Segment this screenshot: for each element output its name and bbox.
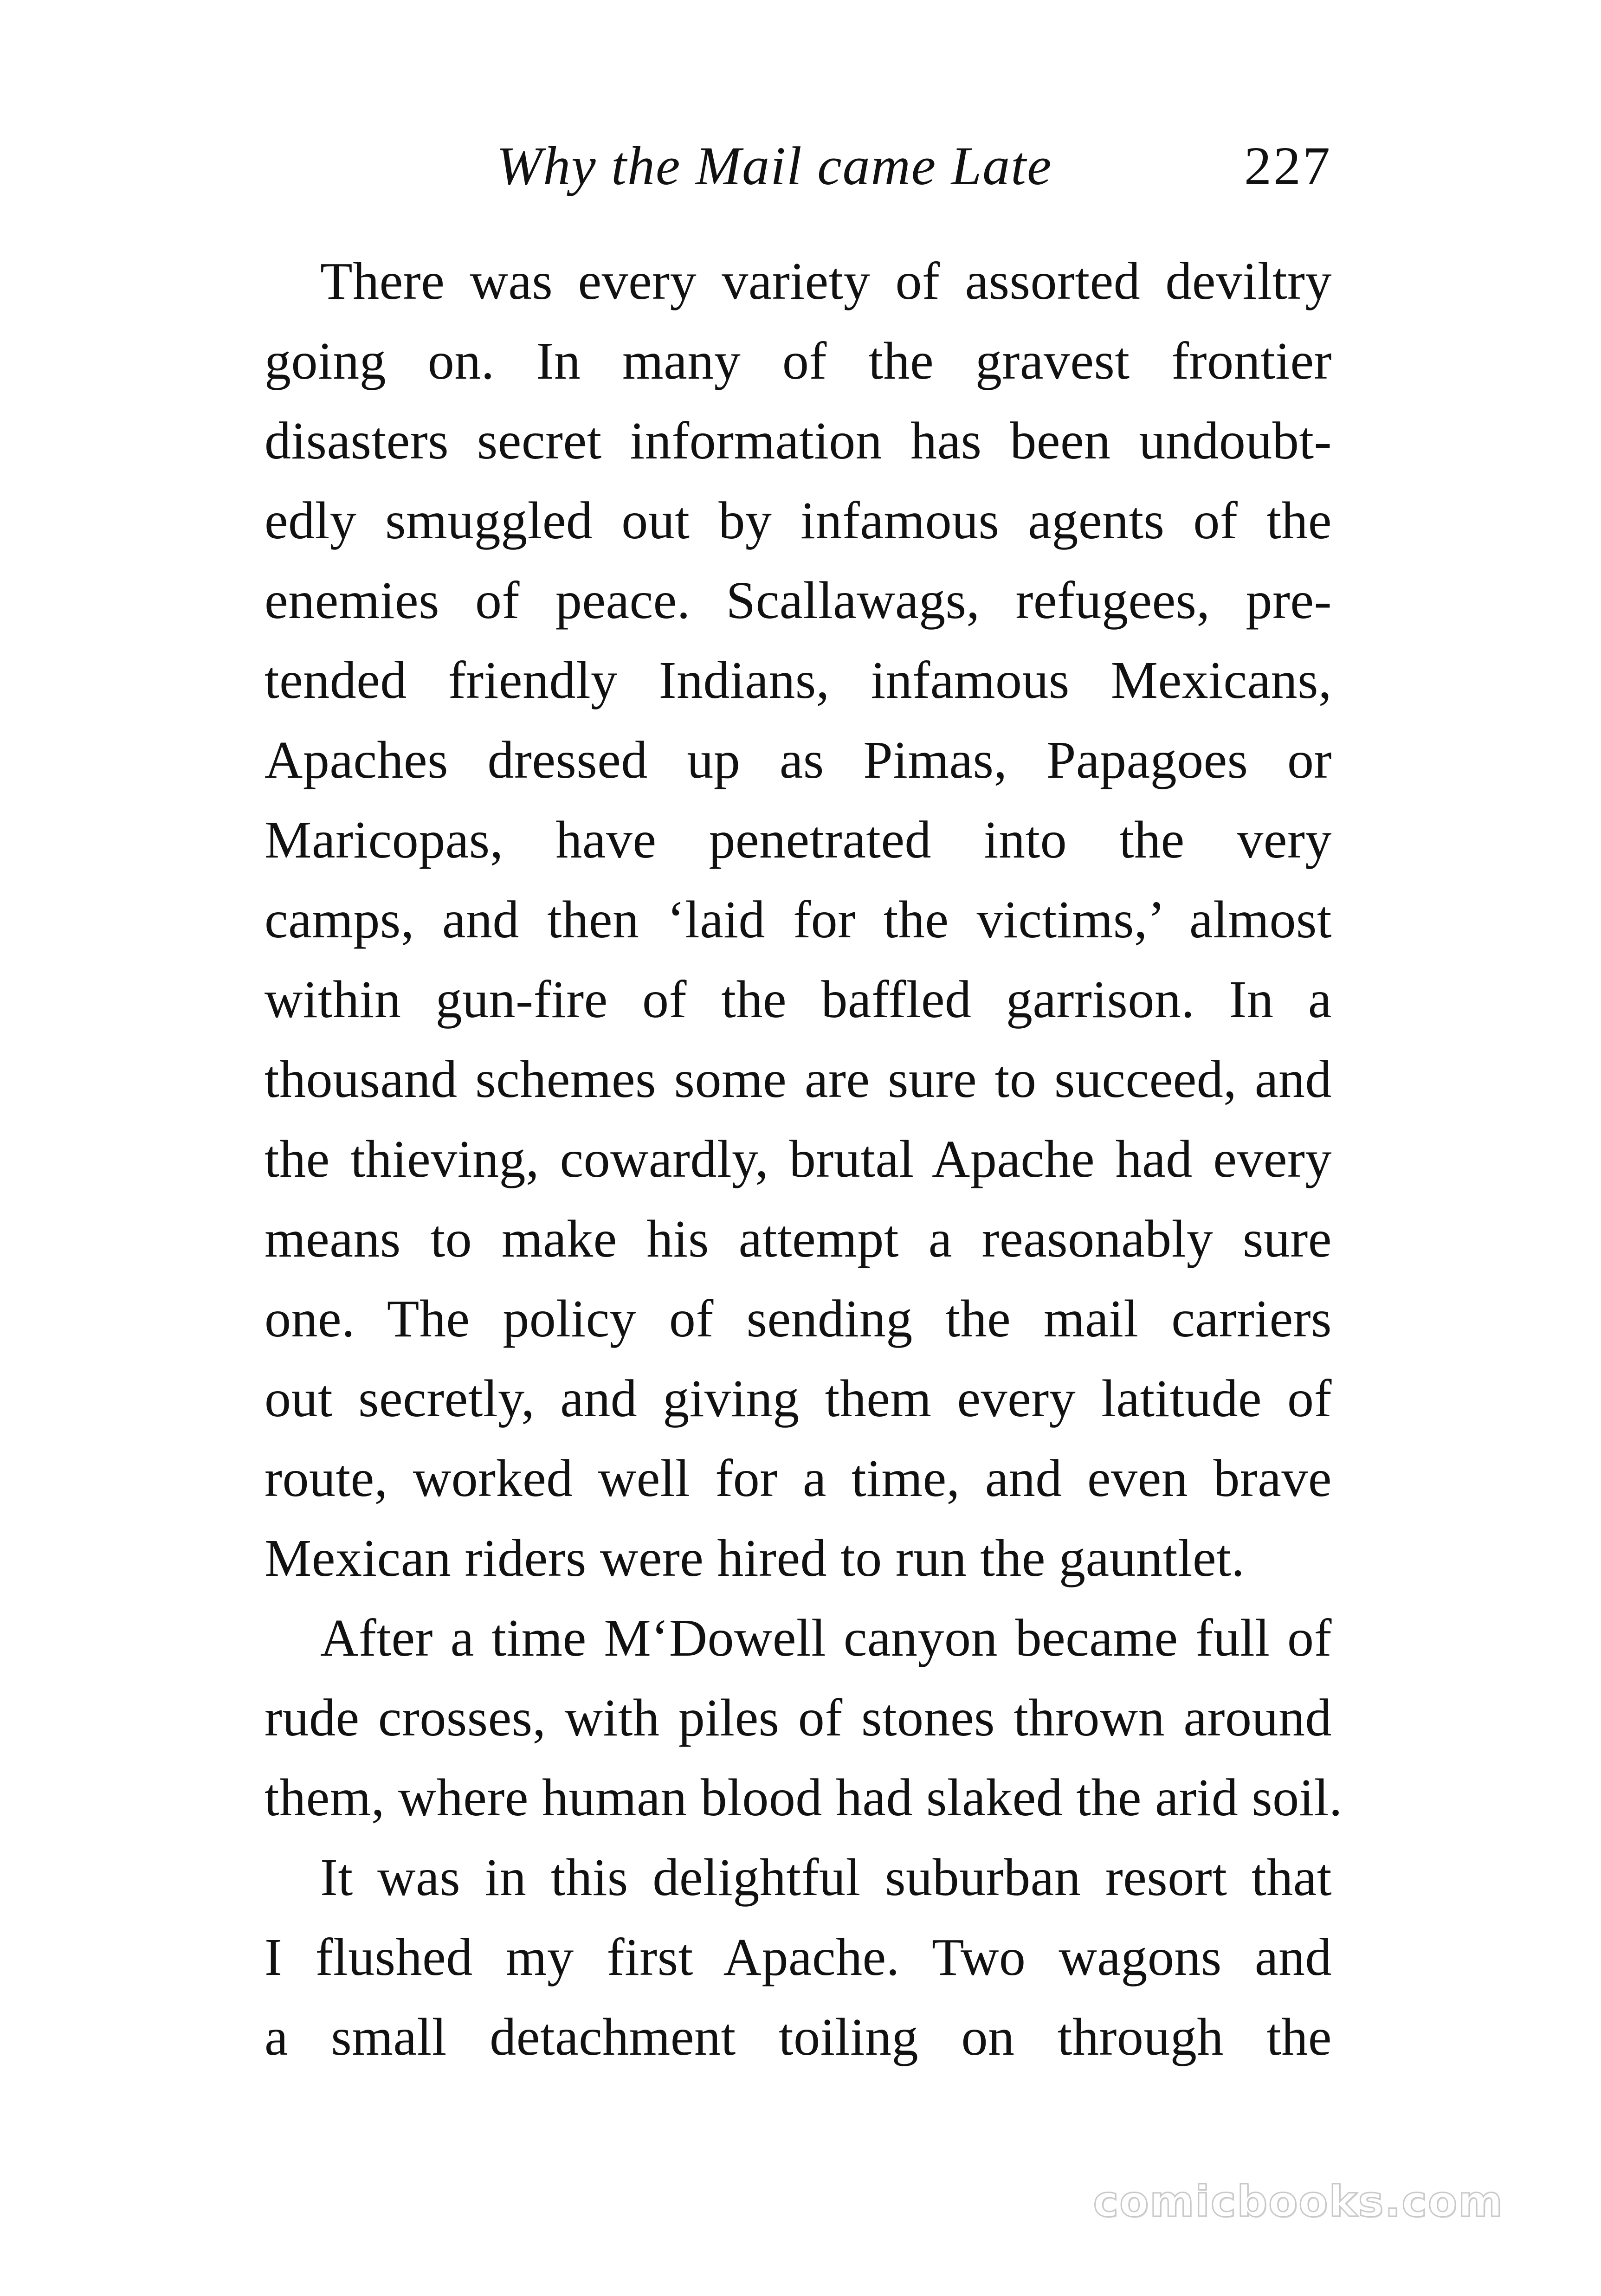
text-line: I flushed my first Apache. Two wagons and: [265, 1928, 1332, 1986]
text-line: Mexican riders were hired to run the gauntlet.: [265, 1529, 1245, 1587]
text-line: tended friendly Indians, infamous Mexicans,: [265, 651, 1332, 709]
text-line: edly smuggled out by infamous agents of the: [265, 491, 1332, 550]
text-line: rude crosses, with piles of stones thrown around: [265, 1688, 1332, 1747]
text-line: out secretly, and giving them every latitude of: [265, 1369, 1332, 1428]
text-line: disasters secret information has been undoubt-: [265, 411, 1332, 470]
text-line: a small detachment toiling on through the: [265, 2007, 1332, 2066]
text-line: one. The policy of sending the mail carriers: [265, 1289, 1332, 1348]
text-line: enemies of peace. Scallawags, refugees, pre-: [265, 571, 1332, 630]
text-line: going on. In many of the gravest frontier: [265, 331, 1332, 390]
text-line: within gun-fire of the baffled garrison. In a: [265, 970, 1332, 1029]
watermark: comicbooks.com: [1093, 2177, 1504, 2226]
text-line: them, where human blood had slaked the arid soil.: [265, 1768, 1343, 1827]
running-title: Why the Mail came Late: [497, 135, 1052, 196]
text-line: Apaches dressed up as Pimas, Papagoes or: [265, 730, 1332, 789]
running-head: [265, 135, 1332, 204]
text-line: After a time M‘Dowell canyon became full of: [320, 1608, 1332, 1667]
text-line: Maricopas, have penetrated into the very: [265, 810, 1332, 869]
text-line: There was every variety of assorted deviltry: [320, 252, 1332, 310]
text-line: means to make his attempt a reasonably sure: [265, 1209, 1332, 1268]
page-number: 227: [1244, 135, 1332, 196]
text-line: the thieving, cowardly, brutal Apache had every: [265, 1129, 1332, 1188]
body-text: [265, 241, 1343, 2077]
text-line: camps, and then ‘laid for the victims,’ almost: [265, 890, 1332, 949]
text-line: It was in this delightful suburban resort that: [320, 1848, 1332, 1907]
text-line: route, worked well for a time, and even brave: [265, 1449, 1332, 1508]
text-line: thousand schemes some are sure to succeed, and: [265, 1050, 1332, 1109]
